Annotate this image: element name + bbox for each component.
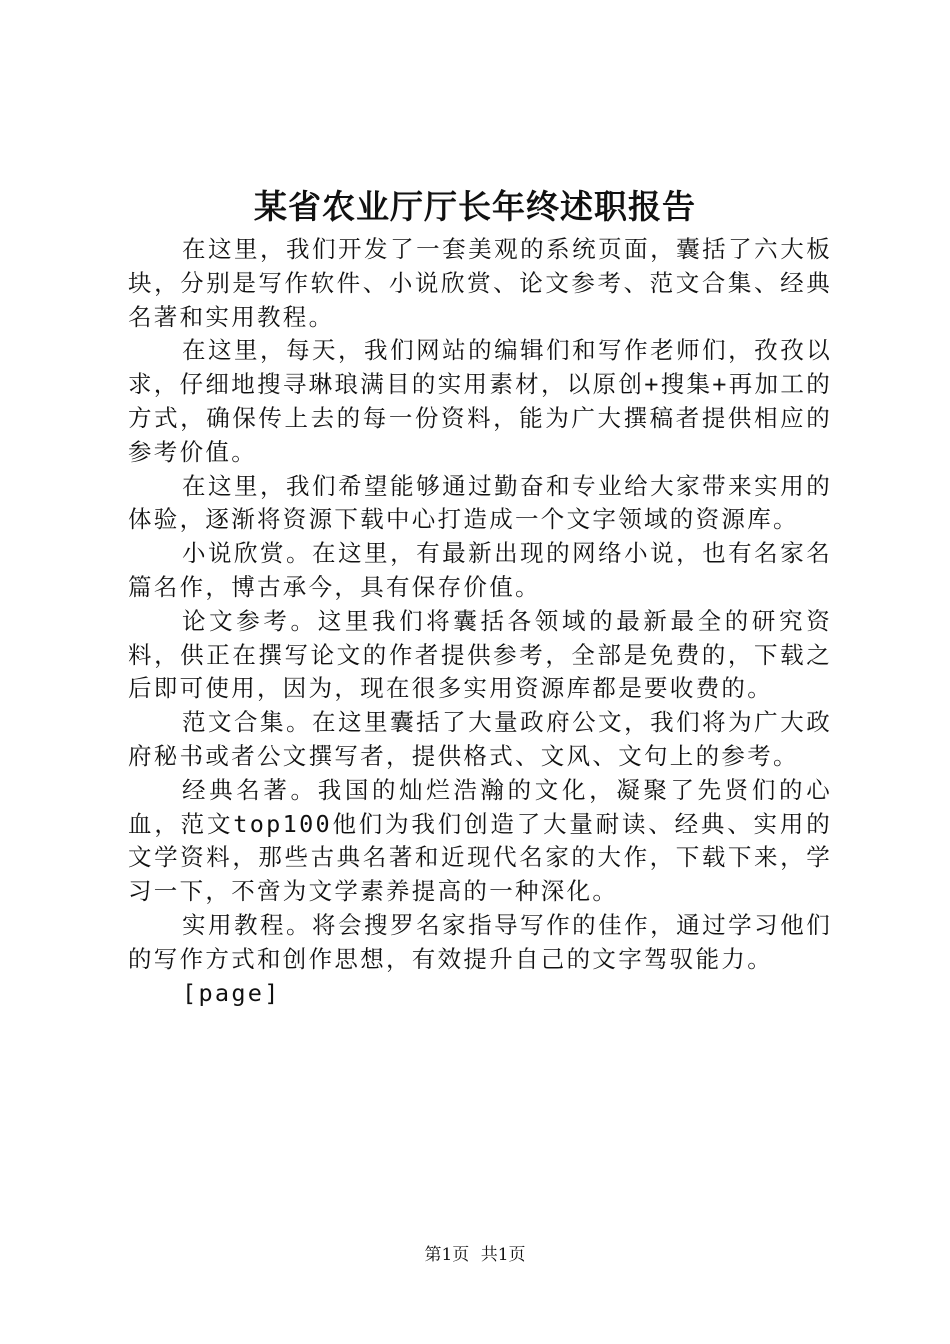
paragraph: 论文参考。这里我们将囊括各领域的最新最全的研究资料，供正在撰写论文的作者提供参考，全部是免费的，下载之后即可使用，因为，现在很多实用资源库都是要收费的。 <box>128 606 832 703</box>
document-body <box>128 233 832 1010</box>
paragraph: 范文合集。在这里囊括了大量政府公文，我们将为广大政府秘书或者公文撰写者，提供格式、文风、文句上的参考。 <box>128 708 832 770</box>
page-footer: 第1页 共1页 <box>424 1245 526 1265</box>
paragraph: 小说欣赏。在这里，有最新出现的网络小说，也有名家名篇名作，博古承今，具有保存价值。 <box>128 539 832 601</box>
paragraph: 在这里，每天，我们网站的编辑们和写作老师们，孜孜以求，仔细地搜寻琳琅满目的实用素材，以原创+搜集+再加工的方式，确保传上去的每一份资料，能为广大撰稿者提供相应的参考价值。 <box>128 336 832 466</box>
paragraph: 经典名著。我国的灿烂浩瀚的文化，凝聚了先贤们的心血，范文top100他们为我们创造了大量耐读、经典、实用的文学资料，那些古典名著和近现代名家的大作，下载下来，学习一下，不啻为文学素养提高的一种深化。 <box>128 775 832 906</box>
paragraph: 在这里，我们希望能够通过勤奋和专业给大家带来实用的体验，逐渐将资源下载中心打造成一个文字领域的资源库。 <box>128 471 832 534</box>
paragraph: 在这里，我们开发了一套美观的系统页面，囊括了六大板块，分别是写作软件、小说欣赏、论文参考、范文合集、经典名著和实用教程。 <box>128 235 832 331</box>
document-title: 某省农业厅厅长年终述职报告 <box>254 187 696 226</box>
page-marker: [page] <box>182 978 281 1007</box>
paragraph: 实用教程。将会搜罗名家指导写作的佳作，通过学习他们的写作方式和创作思想，有效提升自己的文字驾驭能力。 <box>128 910 832 973</box>
